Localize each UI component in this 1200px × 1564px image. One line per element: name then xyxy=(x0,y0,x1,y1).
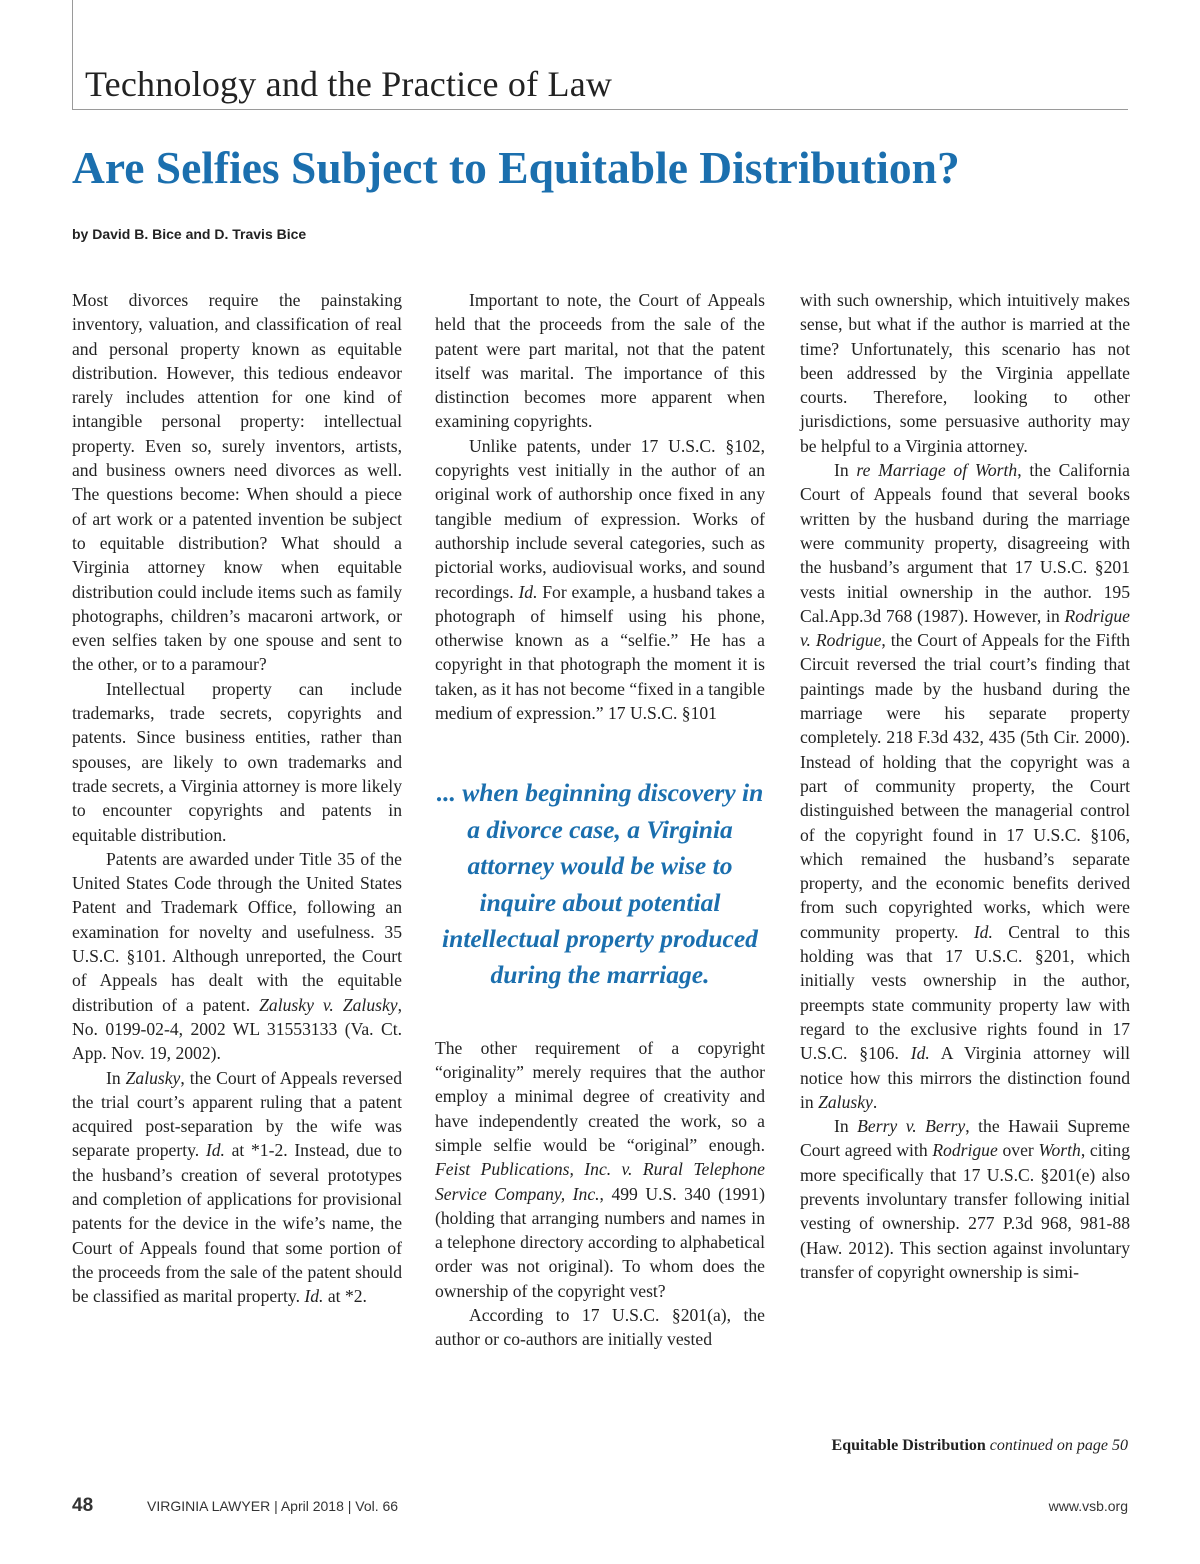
case-citation: Zalusky xyxy=(818,1091,873,1112)
paragraph: Patents are awarded under Title 35 of the United States Code through the United States Patent and Trademark Office, following an examination for novelty and usefulness. 35 U.S.C. §101. Although unreported, the Court of Appeals has dealt with the equitable distribution of a patent. Zalusky v. Zalusky, No. 0199-02-4, 2002 WL 31553133 (Va. Ct. App. Nov. 19, 2002). xyxy=(72,848,402,1064)
article-headline: Are Selfies Subject to Equitable Distribution? xyxy=(72,142,960,193)
paragraph: Most divorces require the painstaking inventory, valuation, and classification of real and personal property known as equitable distribution. However, this tedious endeavor rarely includes attention for one kind of intangible personal property: intellectual property. Even so, surely inventors, artists, and business owners need divorces as well. The questions become: When should a piece of art work or a patented invention be subject to equitable distribution? What should a Virginia attorney know when equitable distribution could include items such as family photographs, children’s macaroni artwork, or even selfies taken by one spouse and sent to the other, or to a paramour? xyxy=(72,290,402,675)
continued-notice: Equitable Distribution continued on page 50 xyxy=(831,1437,1128,1454)
case-citation: Feist Publications, Inc. v. Rural Telephone Service Company, Inc. xyxy=(435,1159,765,1204)
website-link[interactable]: www.vsb.org xyxy=(1048,1498,1128,1514)
header-horizontal-rule xyxy=(72,109,1128,110)
case-citation: Zalusky xyxy=(125,1067,181,1088)
column-2 xyxy=(435,288,765,1352)
paragraph: Important to note, the Court of Appeals held that the proceeds from the sale of the patent were part marital, not that the patent itself was marital. The importance of this distinction becomes more apparent when examining copyrights. xyxy=(435,290,765,432)
publication-info: VIRGINIA LAWYER | April 2018 | Vol. 66 xyxy=(147,1498,399,1514)
paragraph: with such ownership, which intuitively makes sense, but what if the author is married at the time? Unfortunately, this scenario has not been addressed by the Virginia appellate courts. Therefore, looking to other jurisdictions, some persuasive authority may be helpful to a Virginia attorney. xyxy=(800,290,1130,456)
case-citation: re Marriage of Worth xyxy=(856,460,1018,481)
page-number: 48 xyxy=(72,1495,94,1516)
paragraph: In re Marriage of Worth, the California Court of Appeals found that several books written by the husband during the marriage were community property, disagreeing with the husband’s argument that 17 U.S.C. §201 vests initial ownership in the author. 195 Cal.App.3d 768 (1987). However, in Rodrigue v. Rodrigue, the Court of Appeals for the Fifth Circuit reversed the trial court’s finding that paintings made by the husband during the marriage were his separate property completely. 218 F.3d 432, 435 (5th Cir. 2000). Instead of holding that the copyright was a part of community property, the Court distinguished between the managerial control of the copyright found in 17 U.S.C. §106, which remained the husband’s separate property, and the economic benefits derived from such copyrighted works, which were community property. Id. Central to this holding was that 17 U.S.C. §201, which initially vests ownership in the author, preempts state community property law with regard to the exclusive rights found in 17 U.S.C. §106. Id. A Virginia attorney will notice how this mirrors the distinction found in Zalusky. xyxy=(800,460,1130,1112)
paragraph: According to 17 U.S.C. §201(a), the author or co-authors are initially vested xyxy=(435,1305,765,1350)
page-footer xyxy=(72,1495,1128,1519)
case-citation: Worth xyxy=(1038,1140,1081,1161)
pull-quote: ... when beginning discovery in a divorce case, a Virginia attorney would be wise to inquire about potential intellectual property produced during the marriage. xyxy=(436,778,764,990)
paragraph: The other requirement of a copyright “originality” merely requires that the author employ a minimal degree of creativity and have independently created the work, so a simple selfie would be “original” enough. Feist Publications, Inc. v. Rural Telephone Service Company, Inc., 499 U.S. 340 (1991) (holding that arranging numbers and names in a telephone directory according to alphabetical order was not original). To whom does the ownership of the copyright vest? xyxy=(435,1037,766,1301)
header-vertical-rule xyxy=(72,0,73,110)
paragraph: In Berry v. Berry, the Hawaii Supreme Court agreed with Rodrigue over Worth, citing more specifically that 17 U.S.C. §201(e) also prevents involuntary transfer following initial vesting of ownership. 277 P.3d 968, 981-88 (Haw. 2012). This section against involuntary transfer of copyright ownership is simi- xyxy=(800,1116,1130,1282)
case-citation: Rodrigue v. Rodrigue xyxy=(800,605,1130,651)
byline: by David B. Bice and D. Travis Bice xyxy=(72,226,307,242)
case-citation: Zalusky v. Zalusky xyxy=(259,994,398,1015)
paragraph: Intellectual property can include trademarks, trade secrets, copyrights and patents. Since business entities, rather than spouses, are likely to own trademarks and trade secrets, a Virginia attorney is more likely to encounter copyrights and patents in equitable distribution. xyxy=(72,678,402,845)
paragraph: Unlike patents, under 17 U.S.C. §102, copyrights vest initially in the author of an original work of authorship once fixed in any tangible medium of expression. Works of authorship include several categories, such as pictorial works, audiovisual works, and sound recordings. Id. For example, a husband takes a photograph of himself using his phone, otherwise known as a “selfie.” He has a copyright in that photograph the moment it is taken, as it has not become “fixed in a tangible medium of expression.” 17 U.S.C. §101 xyxy=(435,435,765,724)
column-3 xyxy=(800,288,1130,1284)
paragraph: In Zalusky, the Court of Appeals reversed the trial court’s apparent ruling that a patent acquired post-separation by the wife was separate property. Id. at *1-2. Instead, due to the husband’s creation of several prototypes and completion of applications for provisional patents for the device in the wife’s name, the Court of Appeals found that some portion of the proceeds from the sale of the patent should be classified as marital property. Id. at *2. xyxy=(72,1067,402,1307)
case-citation: Rodrigue xyxy=(932,1140,998,1161)
case-citation: Berry v. Berry xyxy=(857,1116,966,1137)
section-title: Technology and the Practice of Law xyxy=(85,64,613,104)
column-1 xyxy=(72,288,402,1308)
